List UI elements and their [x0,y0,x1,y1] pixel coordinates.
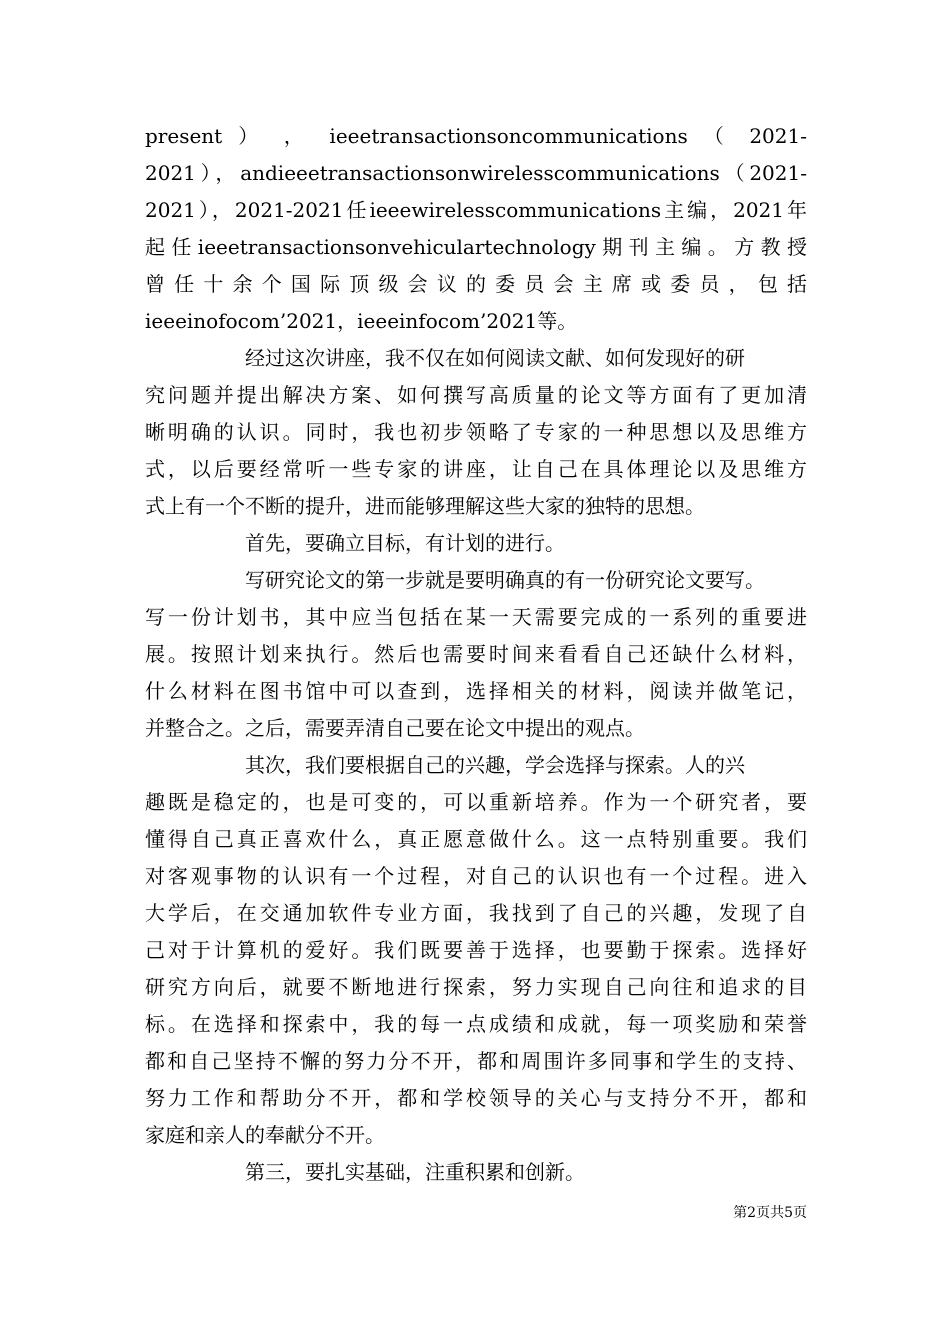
text-line: 大学后，在交通加软件专业方面，我找到了自己的兴趣，发现了自 [145,901,807,925]
paragraph-first-line: 经过这次讲座，我不仅在如何阅读文献、如何发现好的研 [245,346,745,370]
paragraph-first-line: 其次，我们要根据自己的兴趣，学会选择与探索。人的兴 [245,753,745,777]
text-line: 己对于计算机的爱好。我们既要善于选择，也要勤于探索。选择好 [145,938,807,962]
page-number: 第2页共5页 [733,1205,807,1221]
text-line: 努力工作和帮助分不开，都和学校领导的关心与支持分不开，都和 [145,1086,807,1110]
text-line: 懂得自己真正喜欢什么，真正愿意做什么。这一点特别重要。我们 [145,827,807,851]
text-line: 家庭和亲人的奉献分不开。 [145,1123,385,1147]
section-heading-first: 首先，要确立目标，有计划的进行。 [245,531,565,555]
paragraph-first-line: 写研究论文的第一步就是要明确真的有一份研究论文要写。 [245,568,765,592]
text-line: 起任ieeetransactionsonvehiculartechnology期刊主编。方教授 [145,235,807,259]
text-line: 都和自己坚持不懈的努力分不开，都和周围许多同事和学生的支持、 [145,1049,807,1073]
text-line: 写一份计划书，其中应当包括在某一天需要完成的一系列的重要进 [145,605,807,629]
text-line: 曾任十余个国际顶级会议的委员会主席或委员，包括 [145,272,807,296]
document-body [145,118,807,1191]
text-line: 式上有一个不断的提升，进而能够理解这些大家的独特的思想。 [145,494,705,518]
text-line: 趣既是稳定的，也是可变的，可以重新培养。作为一个研究者，要 [145,790,807,814]
text-line: 晰明确的认识。同时，我也初步领略了专家的一种思想以及思维方 [145,420,807,444]
text-line: 研究方向后，就要不断地进行探索，努力实现自己向往和追求的目 [145,975,807,999]
text-line: 2021），2021-2021任ieeewirelesscommunications主编，2021年 [145,198,807,222]
section-heading-third: 第三，要扎实基础，注重积累和创新。 [245,1160,585,1184]
text-line: ieeeinofocom’2021，ieeeinfocom’2021等。 [145,309,578,333]
text-line: 式，以后要经常听一些专家的讲座，让自己在具体理论以及思维方 [145,457,807,481]
text-line: 标。在选择和探索中，我的每一点成绩和成就，每一项奖励和荣誉 [145,1012,807,1036]
text-line: 并整合之。之后，需要弄清自己要在论文中提出的观点。 [145,716,645,740]
text-line: present ） ， ieeetransactionsoncommunications （ 2021- [145,124,807,148]
text-line: 2021），andieeetransactionsonwirelesscommunications（2021- [145,161,807,185]
text-line: 究问题并提出解决方案、如何撰写高质量的论文等方面有了更加清 [145,383,807,407]
text-line: 对客观事物的认识有一个过程，对自己的认识也有一个过程。进入 [145,864,807,888]
text-line: 展。按照计划来执行。然后也需要时间来看看自己还缺什么材料， [145,642,807,666]
text-line: 什么材料在图书馆中可以查到，选择相关的材料，阅读并做笔记， [145,679,807,703]
